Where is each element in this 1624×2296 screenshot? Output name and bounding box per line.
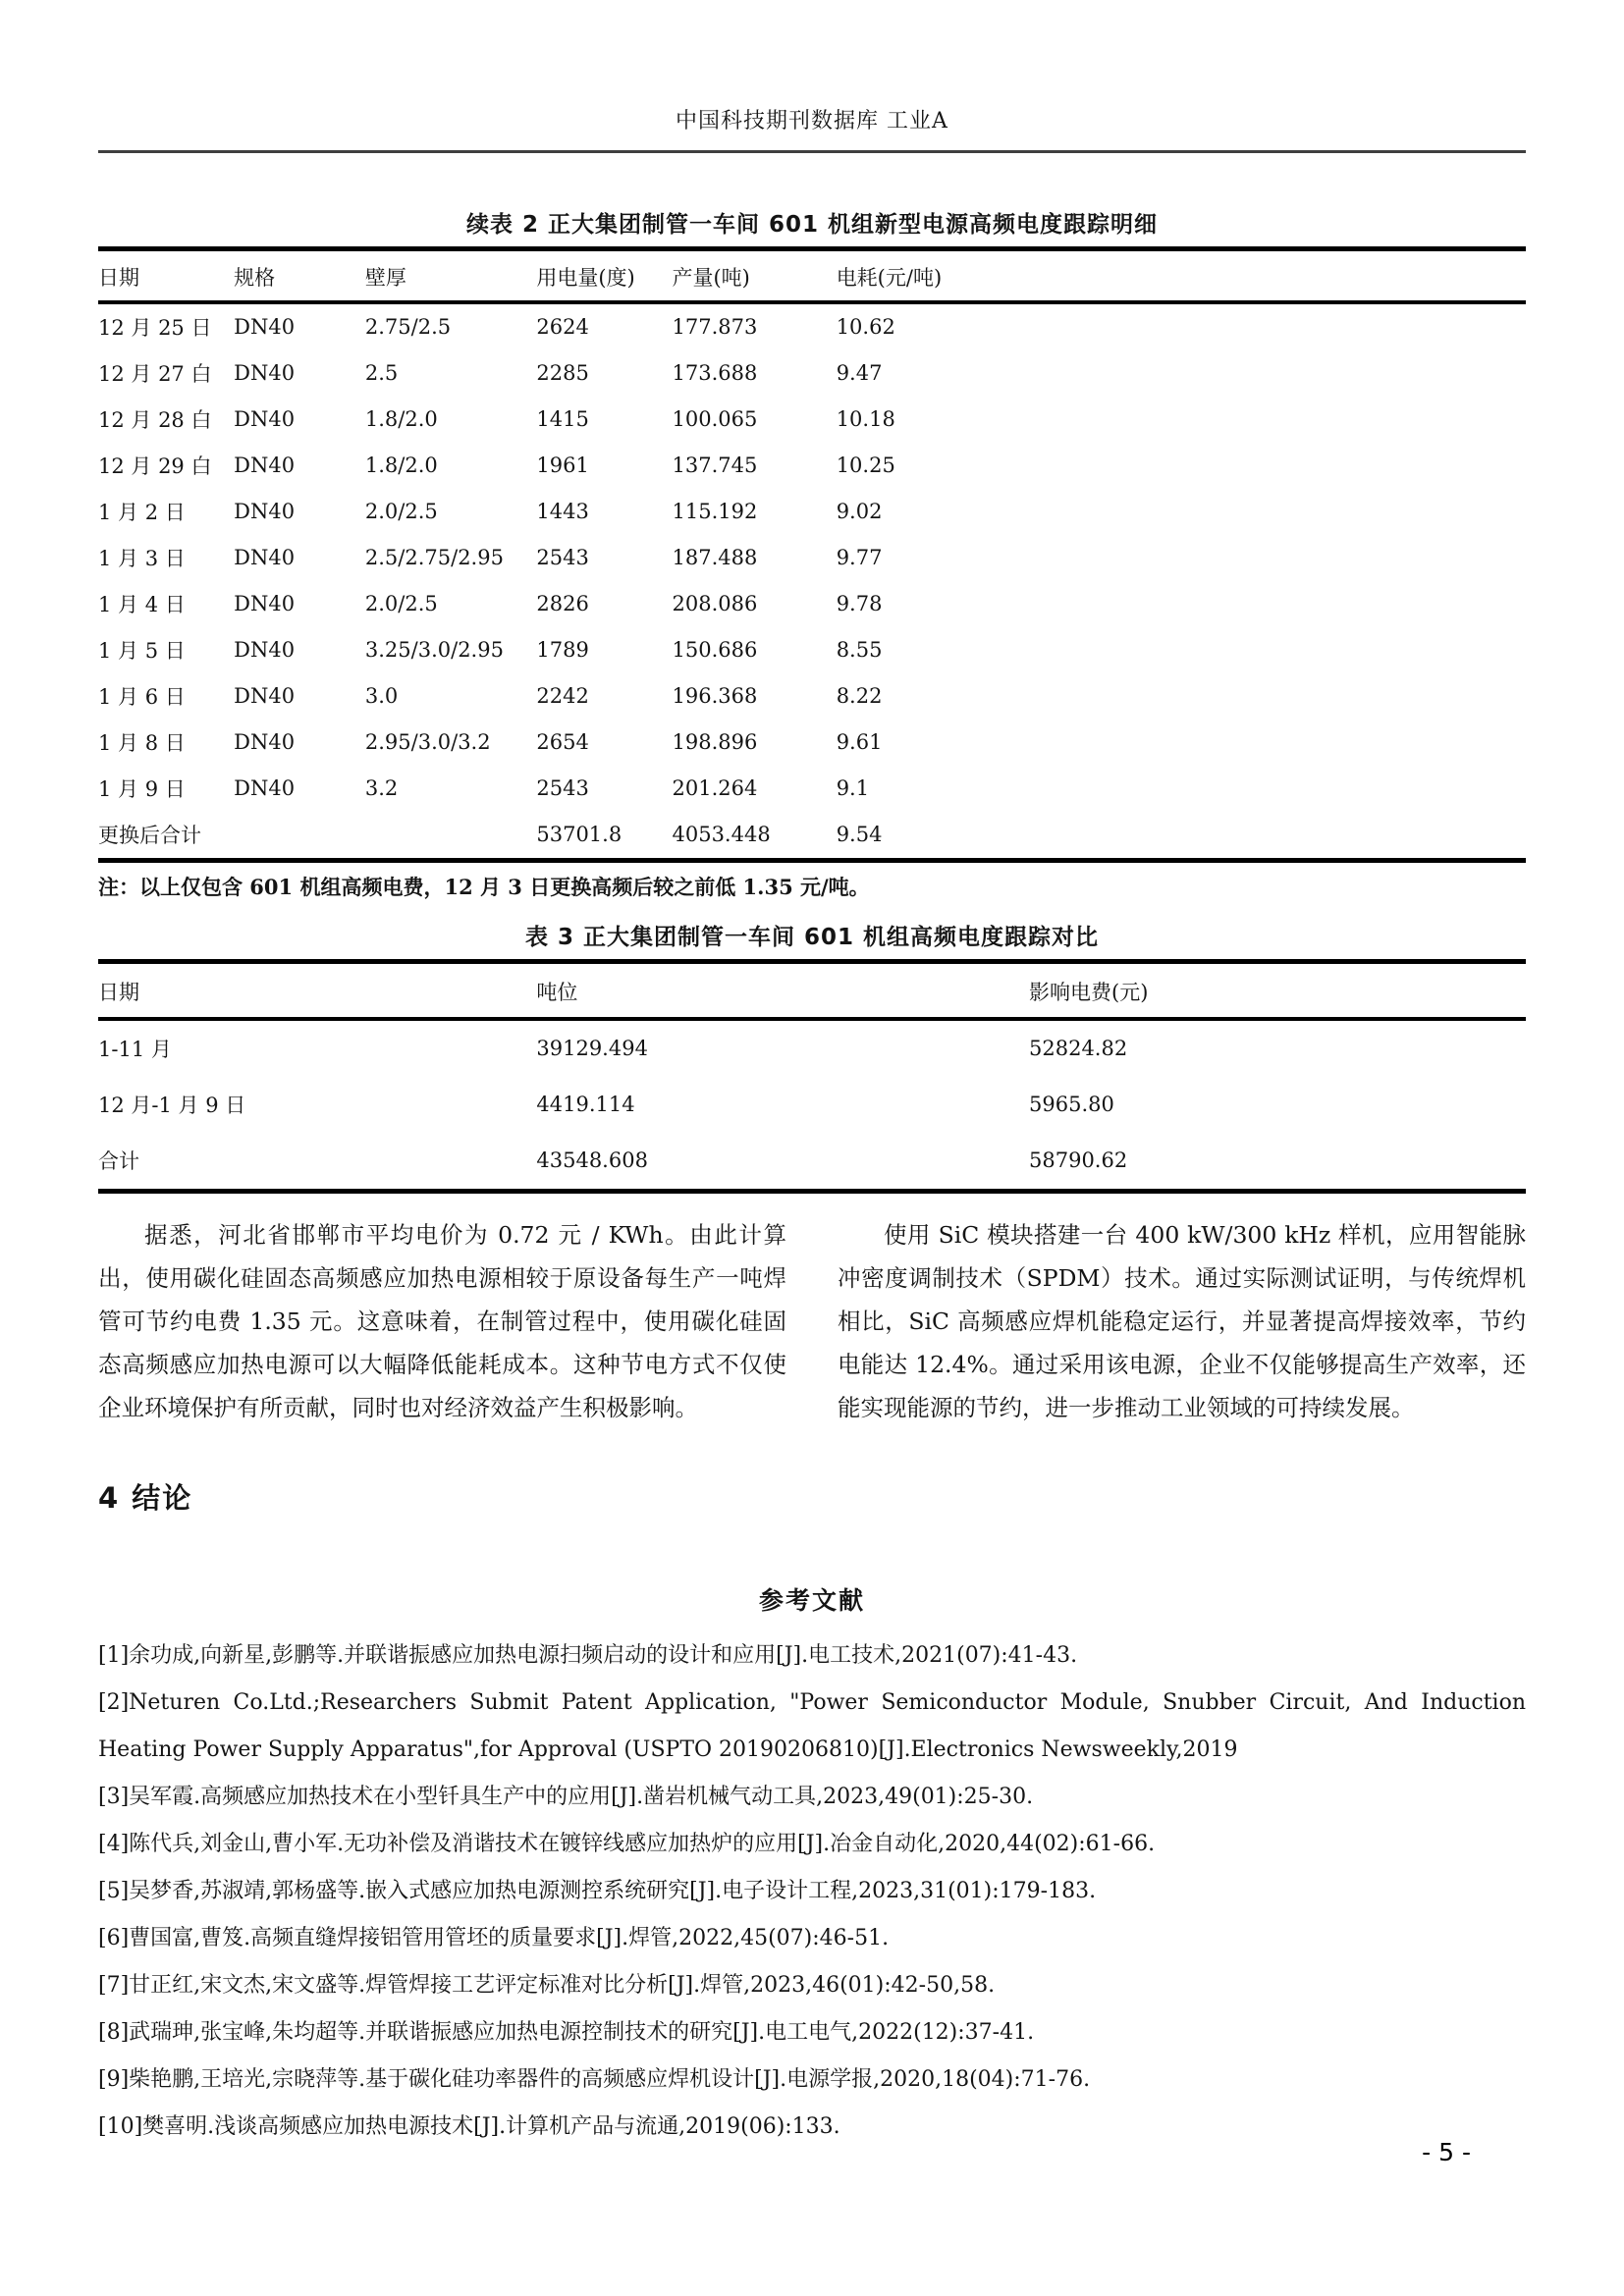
reference-item: [8]武瑞珅,张宝峰,朱均超等.并联谐振感应加热电源控制技术的研究[J].电工电气,2022(12):37-41.	[98, 2020, 1035, 2045]
cell-wall: 3.25/3.0/2.95	[364, 638, 504, 662]
reference-item: [1]余功成,向新星,彭鹏等.并联谐振感应加热电源扫频启动的设计和应用[J].电工技术,2021(07):41-43.	[98, 1643, 1078, 1668]
cell-consumption: 9.54	[836, 823, 883, 846]
cell-date: 12 月 28 白	[98, 408, 212, 432]
cell-power: 2654	[536, 730, 589, 754]
reference-item: [2]Neturen Co.Ltd.;Researchers Submit Patent Application, "Power Semiconductor Module, Snubber Circuit, And Induction Heating Power Supply Apparatus",for Approval (USPTO 20190206810)[J].Electronics Newsweekly,2019	[98, 1690, 1526, 1762]
table-row	[98, 1077, 1526, 1133]
cell-output: 198.896	[672, 730, 758, 754]
cell-power: 53701.8	[536, 823, 623, 846]
page-number: - 5 -	[1422, 2138, 1471, 2166]
cell-wall: 2.95/3.0/3.2	[364, 730, 491, 754]
cell-output: 100.065	[672, 407, 758, 431]
table-row	[98, 350, 1526, 397]
cell-wall: 2.5	[364, 361, 399, 385]
reference-item: [3]吴军霞.高频感应加热技术在小型钎具生产中的应用[J].凿岩机械气动工具,2023,49(01):25-30.	[98, 1785, 1034, 1809]
cell-tonnage: 43548.608	[536, 1148, 648, 1172]
table2-title: 续表 2 正大集团制管一车间 601 机组新型电源高频电度跟踪明细	[465, 212, 1159, 238]
reference-item: [9]柴艳鹏,王培光,宗晓萍等.基于碳化硅功率器件的高频感应焊机设计[J].电源学报,2020,18(04):71-76.	[98, 2067, 1091, 2092]
cell-power: 1789	[536, 638, 589, 662]
table-row	[98, 1019, 1526, 1077]
cell-consumption: 9.61	[836, 730, 883, 754]
table-row	[98, 489, 1526, 535]
table3-header-row	[98, 962, 1526, 1020]
cell-output: 196.368	[672, 684, 758, 708]
table-row	[98, 397, 1526, 443]
column-header-date: 日期	[98, 249, 234, 303]
cell-consumption: 8.22	[836, 684, 883, 708]
cell-power: 2543	[536, 776, 589, 800]
cell-power: 2826	[536, 592, 589, 615]
cell-date: 12 月 29 白	[98, 454, 212, 478]
cell-wall: 2.0/2.5	[364, 500, 438, 523]
cell-output: 4053.448	[672, 823, 771, 846]
cell-power: 2624	[536, 315, 589, 339]
cell-date: 1 月 6 日	[98, 685, 186, 709]
cell-date: 1 月 4 日	[98, 593, 186, 616]
cell-date: 12 月-1 月 9 日	[98, 1094, 246, 1117]
table-row-total	[98, 812, 1526, 861]
header-rule	[98, 150, 1526, 153]
cell-output: 208.086	[672, 592, 758, 615]
cell-wall	[365, 812, 536, 861]
table-row	[98, 627, 1526, 673]
cell-consumption: 8.55	[836, 638, 883, 662]
cell-wall: 1.8/2.0	[364, 407, 438, 431]
cell-consumption: 10.25	[836, 454, 895, 477]
cell-spec: DN40	[234, 500, 296, 523]
table-row	[98, 766, 1526, 812]
cell-consumption: 9.47	[836, 361, 883, 385]
table-row	[98, 535, 1526, 581]
cell-power: 2242	[536, 684, 589, 708]
cell-wall: 2.0/2.5	[364, 592, 438, 615]
cell-power: 1961	[536, 454, 589, 477]
reference-item: [4]陈代兵,刘金山,曹小军.无功补偿及消谐技术在镀锌线感应加热炉的应用[J].冶金自动化,2020,44(02):61-66.	[98, 1832, 1156, 1856]
cell-date: 12 月 27 白	[98, 362, 212, 386]
cell-output: 150.686	[672, 638, 758, 662]
conclusion-heading: 4 结论	[98, 1481, 193, 1515]
cell-wall: 2.75/2.5	[364, 315, 452, 339]
references-list	[98, 1632, 1526, 2151]
table-row	[98, 443, 1526, 489]
reference-item: [10]樊喜明.浅谈高频感应加热电源技术[J].计算机产品与流通,2019(06):133.	[98, 2114, 840, 2139]
cell-spec: DN40	[234, 684, 296, 708]
column-header-output: 产量(吨)	[672, 249, 836, 303]
table-row-total	[98, 1133, 1526, 1192]
cell-consumption: 10.62	[836, 315, 895, 339]
column-header-date: 日期	[98, 962, 536, 1020]
column-header-power-usage: 用电量(度)	[536, 249, 672, 303]
table2	[98, 246, 1526, 863]
cell-date: 合计	[98, 1149, 139, 1173]
cell-output: 115.192	[672, 500, 758, 523]
cell-power: 2285	[536, 361, 589, 385]
body-right-paragraph: 使用 SiC 模块搭建一台 400 kW/300 kHz 样机，应用智能脉冲密度调制技术（SPDM）技术。通过实际测试证明，与传统焊机相比，SiC 高频感应焊机能稳定运行，并显著提高焊接效率，节约电能达 12.4%。通过采用该电源，企业不仅能够提高生产效率，还能实现能源的节约，进一步推动工业领域的可持续发展。	[838, 1221, 1526, 1421]
cell-power: 2543	[536, 546, 589, 569]
cell-spec	[234, 812, 365, 861]
cell-spec: DN40	[234, 315, 296, 339]
cell-output: 201.264	[672, 776, 758, 800]
journal-header: 中国科技期刊数据库 工业A	[676, 109, 948, 133]
column-header-wall-thickness: 壁厚	[365, 249, 536, 303]
table2-note: 注：以上仅包含 601 机组高频电费，12 月 3 日更换高频后较之前低 1.35 元/吨。	[98, 875, 870, 899]
cell-cost: 52824.82	[1029, 1037, 1128, 1060]
cell-consumption: 9.78	[836, 592, 883, 615]
cell-output: 173.688	[672, 361, 758, 385]
cell-wall: 1.8/2.0	[364, 454, 438, 477]
cell-spec: DN40	[234, 638, 296, 662]
cell-power: 1415	[536, 407, 589, 431]
cell-date: 更换后合计	[98, 824, 201, 847]
body-left-paragraph: 据悉，河北省邯郸市平均电价为 0.72 元 / KWh。由此计算出，使用碳化硅固态高频感应加热电源相较于原设备每生产一吨焊管可节约电费 1.35 元。这意味着，在制管过程中，使用碳化硅固态高频感应加热电源可以大幅降低能耗成本。这种节电方式不仅使企业环境保护有所贡献，同时也对经济效益产生积极影响。	[98, 1221, 786, 1421]
cell-output: 137.745	[672, 454, 758, 477]
cell-spec: DN40	[234, 730, 296, 754]
reference-item: [6]曹国富,曹笈.高频直缝焊接铝管用管坯的质量要求[J].焊管,2022,45(07):46-51.	[98, 1926, 890, 1950]
table-row	[98, 302, 1526, 350]
cell-wall: 3.0	[364, 684, 399, 708]
cell-spec: DN40	[234, 454, 296, 477]
cell-cost: 5965.80	[1029, 1093, 1114, 1116]
cell-tonnage: 39129.494	[536, 1037, 648, 1060]
cell-spec: DN40	[234, 361, 296, 385]
table3	[98, 959, 1526, 1194]
table-row	[98, 673, 1526, 720]
column-header-consumption: 电耗(元/吨)	[837, 249, 1526, 303]
cell-date: 1 月 9 日	[98, 777, 186, 801]
reference-item: [5]吴梦香,苏淑靖,郭杨盛等.嵌入式感应加热电源测控系统研究[J].电子设计工程,2023,31(01):179-183.	[98, 1879, 1097, 1903]
column-header-cost-impact: 影响电费(元)	[1029, 962, 1526, 1020]
table3-title: 表 3 正大集团制管一车间 601 机组高频电度跟踪对比	[524, 925, 1100, 950]
cell-wall: 2.5/2.75/2.95	[364, 546, 504, 569]
column-header-spec: 规格	[234, 249, 365, 303]
cell-spec: DN40	[234, 546, 296, 569]
cell-spec: DN40	[234, 592, 296, 615]
cell-output: 187.488	[672, 546, 758, 569]
cell-output: 177.873	[672, 315, 758, 339]
body-text	[98, 1213, 1526, 1429]
table-row	[98, 720, 1526, 766]
cell-date: 1 月 5 日	[98, 639, 186, 663]
cell-date: 12 月 25 日	[98, 316, 212, 340]
cell-spec: DN40	[234, 407, 296, 431]
cell-wall: 3.2	[364, 776, 399, 800]
references-heading: 参考文献	[758, 1586, 865, 1615]
cell-date: 1 月 2 日	[98, 501, 186, 524]
table-row	[98, 581, 1526, 627]
cell-consumption: 9.1	[836, 776, 870, 800]
cell-date: 1-11 月	[98, 1038, 172, 1061]
cell-consumption: 9.02	[836, 500, 883, 523]
reference-item: [7]甘正红,宋文杰,宋文盛等.焊管焊接工艺评定标准对比分析[J].焊管,2023,46(01):42-50,58.	[98, 1973, 996, 1998]
cell-spec: DN40	[234, 776, 296, 800]
cell-power: 1443	[536, 500, 589, 523]
cell-tonnage: 4419.114	[536, 1093, 635, 1116]
cell-consumption: 9.77	[836, 546, 883, 569]
cell-date: 1 月 8 日	[98, 731, 186, 755]
column-header-tonnage: 吨位	[536, 962, 1029, 1020]
table2-header-row	[98, 249, 1526, 303]
cell-date: 1 月 3 日	[98, 547, 186, 570]
cell-consumption: 10.18	[836, 407, 895, 431]
cell-cost: 58790.62	[1029, 1148, 1128, 1172]
